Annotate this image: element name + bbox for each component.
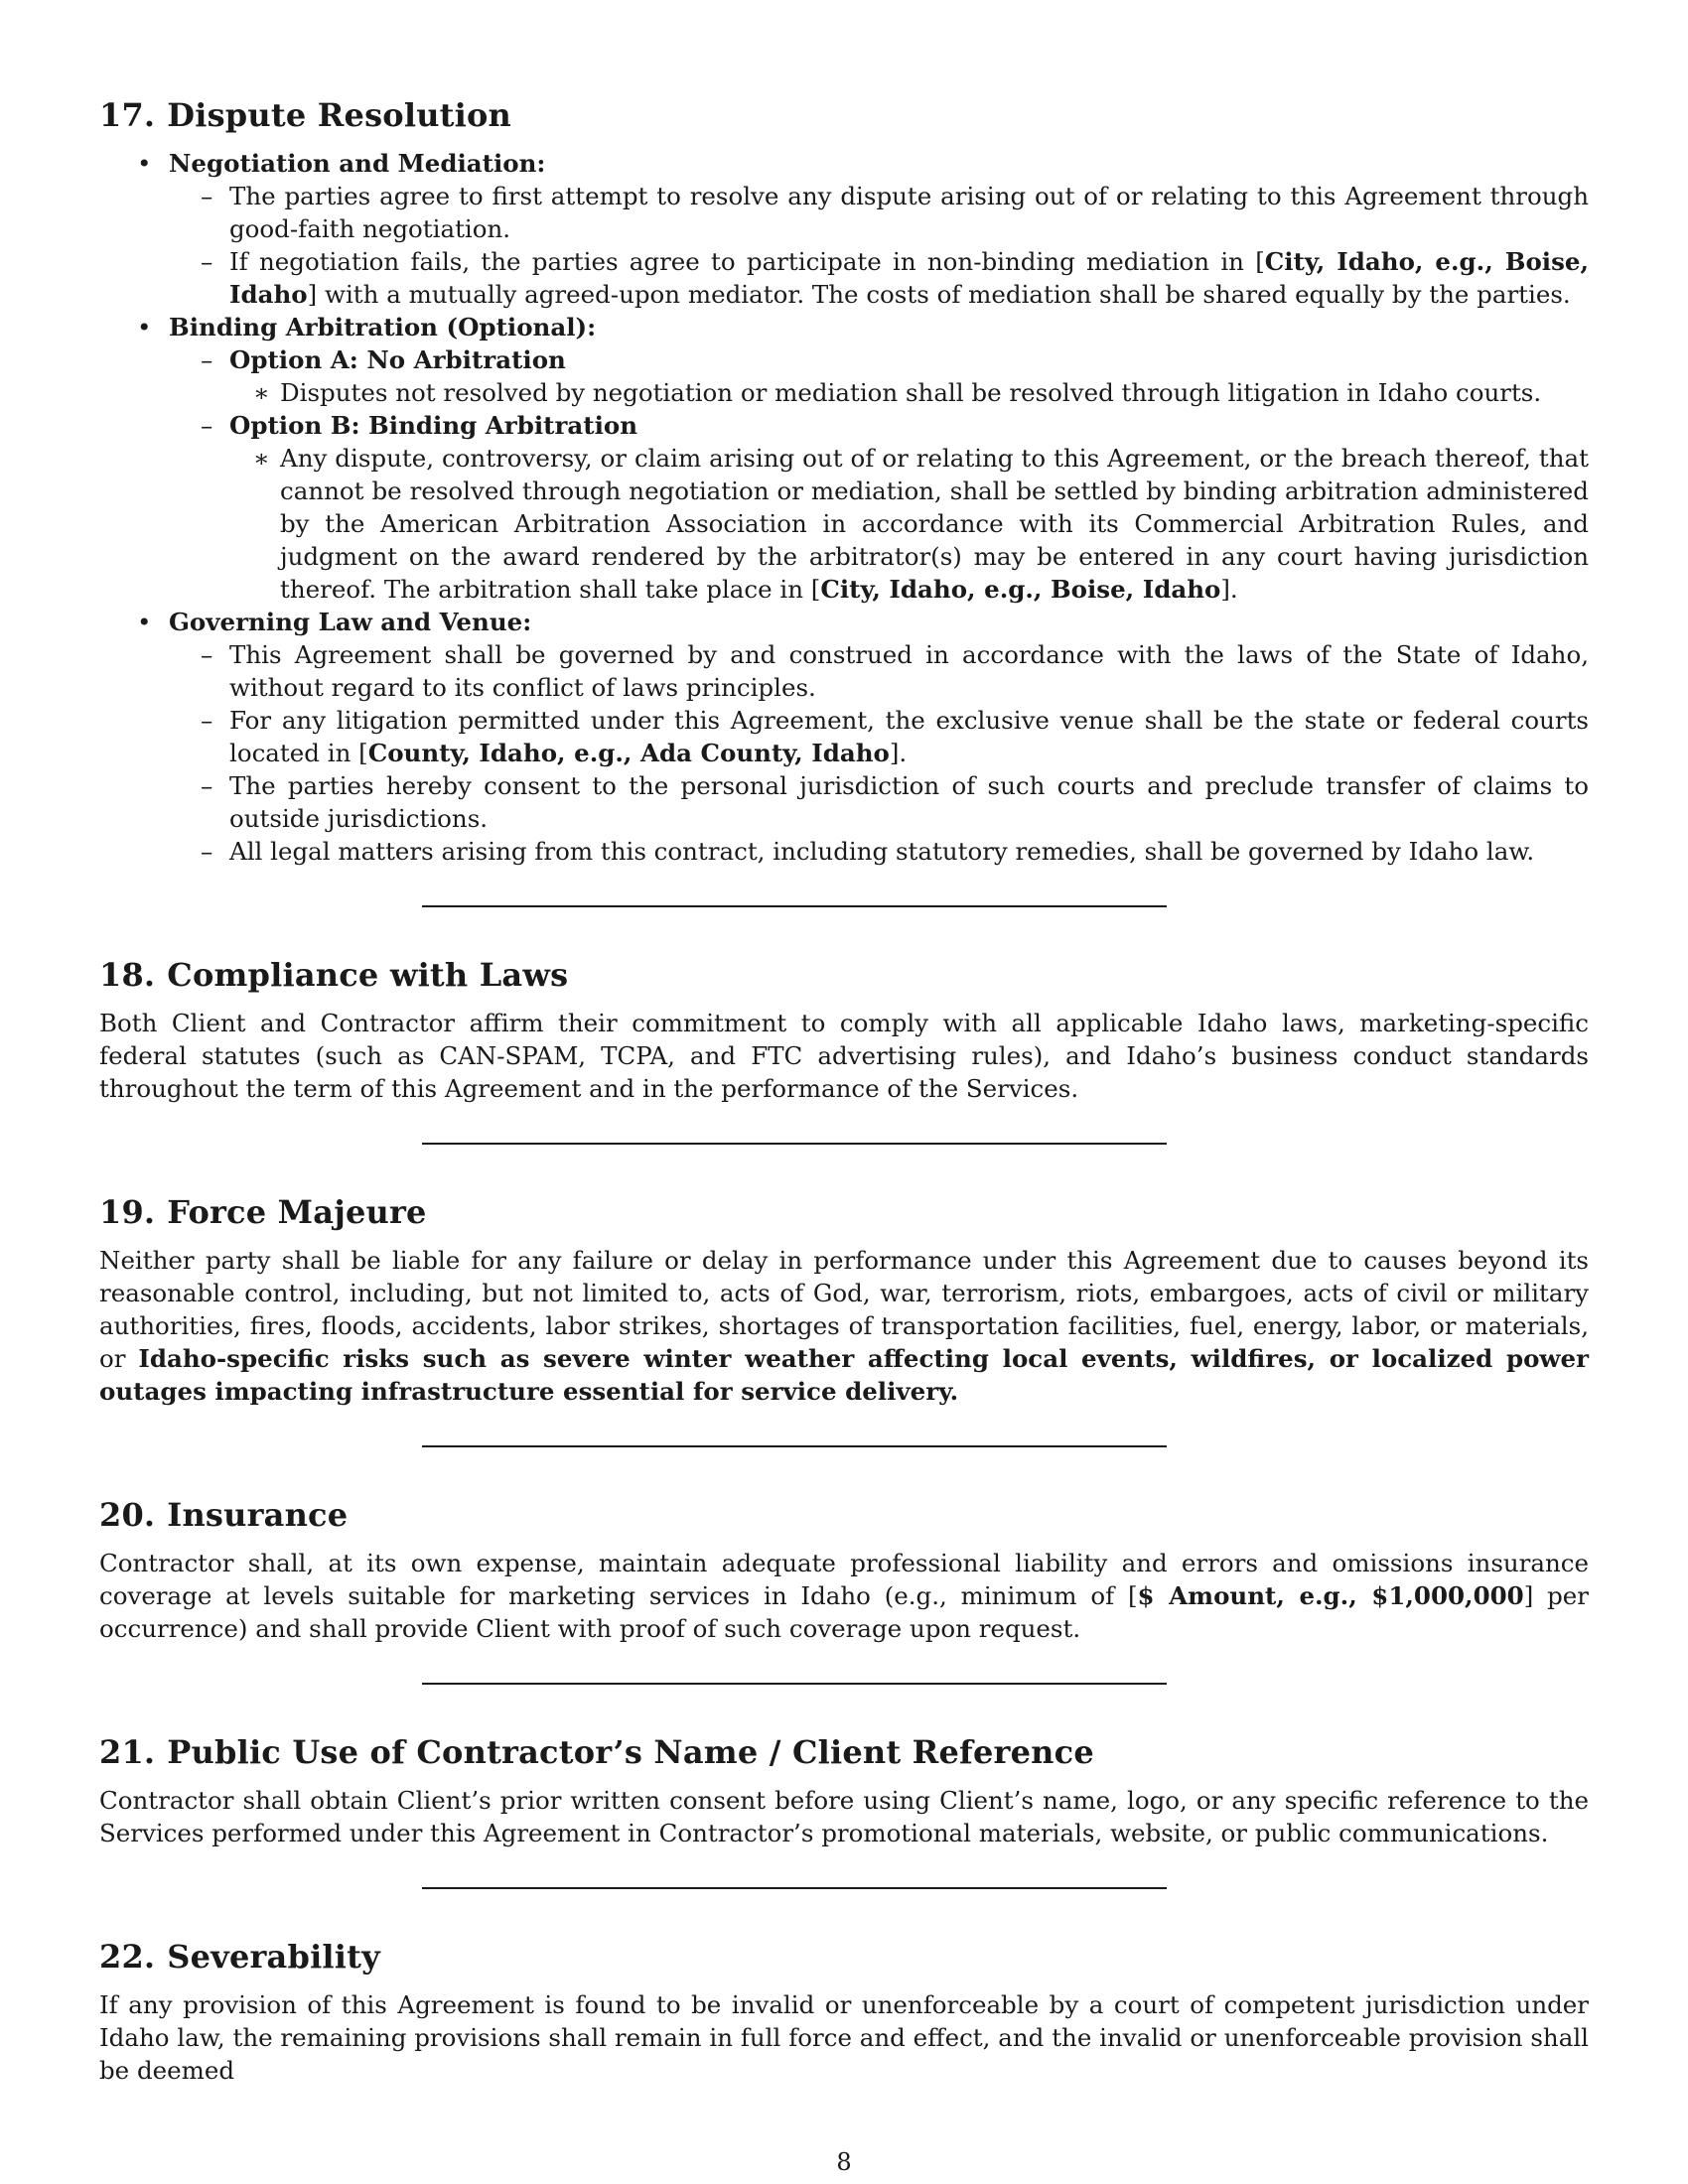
list-item: – If negotiation fails, the parties agree to participate in non-binding mediation in [City, Idaho, e.g., Boise, Idaho] with a mutually agreed-upon mediator. The costs of mediation shall be shared equally by the parties. bbox=[169, 245, 1589, 311]
section-body: Contractor shall obtain Client’s prior written consent before using Client’s name, logo, or any specific reference to the Services performed under this Agreement in Contractor’s promotional materials, website, or public communications. bbox=[99, 1786, 1589, 1847]
section-heading: 20. Insurance bbox=[99, 1496, 349, 1534]
section-heading: 17. Dispute Resolution bbox=[99, 96, 512, 134]
list-item bbox=[99, 311, 1589, 606]
list-item bbox=[169, 409, 1589, 606]
list-item bbox=[169, 343, 1589, 409]
section-heading: 19. Force Majeure bbox=[99, 1193, 427, 1231]
subheading-governing-law: Governing Law and Venue: bbox=[169, 608, 532, 636]
section-body: Neither party shall be liable for any failure or delay in performance under this Agreement due to causes beyond its reasonable control, including, but not limited to, acts of God, war, terrorism, riots, embargoes, acts of civil or military authorities, fires, floods, accidents, labor strikes, shortages of transportation facilities, fuel, energy, labor, or materials, or Idaho-specific risks such as severe winter weather affecting local events, wildfires, or localized power outages impacting infrastructure essential for service delivery. bbox=[99, 1246, 1590, 1406]
dispute-list bbox=[99, 147, 1589, 868]
section-divider bbox=[422, 905, 1167, 907]
list-item: – For any litigation permitted under this Agreement, the exclusive venue shall be the state or federal courts located in [County, Idaho, e.g., Ada County, Idaho]. bbox=[169, 704, 1589, 769]
list-item: – All legal matters arising from this contract, including statutory remedies, shall be governed by Idaho law. bbox=[169, 835, 1589, 868]
section-body: If any provision of this Agreement is found to be invalid or unenforceable by a court of competent jurisdiction under Idaho law, the remaining provisions shall remain in full force and effect, and the invalid or unenforceable provision shall be deemed bbox=[99, 1990, 1589, 2085]
list-item: – This Agreement shall be governed by and construed in accordance with the laws of the State of Idaho, without regard to its conflict of laws principles. bbox=[169, 638, 1589, 704]
section-21-public-use bbox=[99, 1732, 1589, 1889]
list-item: – The parties hereby consent to the personal jurisdiction of such courts and preclude transfer of claims to outside jurisdictions. bbox=[169, 769, 1589, 835]
option-a-heading: Option A: No Arbitration bbox=[229, 345, 566, 374]
section-18-compliance bbox=[99, 955, 1589, 1145]
list-item: ∗ Disputes not resolved by negotiation or mediation shall be resolved through litigation in Idaho courts. bbox=[229, 376, 1589, 409]
page-number: 8 bbox=[836, 2148, 852, 2176]
subheading-arbitration: Binding Arbitration (Optional): bbox=[169, 313, 597, 341]
section-heading: 22. Severability bbox=[99, 1938, 380, 1976]
subheading-negotiation: Negotiation and Mediation: bbox=[169, 149, 546, 178]
section-17-dispute-resolution bbox=[99, 95, 1589, 907]
section-divider bbox=[422, 1683, 1167, 1685]
list-item: ∗ Any dispute, controversy, or claim arising out of or relating to this Agreement, or the breach thereof, that cannot be resolved through negotiation or mediation, shall be settled by binding arbitration administered by the American Arbitration Association in accordance with its Commercial Arbitration Rules, and judgment on the award rendered by the arbitrator(s) may be entered in any court having jurisdiction thereof. The arbitration shall take place in [City, Idaho, e.g., Boise, Idaho]. bbox=[229, 442, 1589, 606]
list-item bbox=[99, 147, 1589, 311]
section-heading: 18. Compliance with Laws bbox=[99, 956, 569, 994]
section-divider bbox=[422, 1887, 1167, 1889]
list-item bbox=[99, 606, 1589, 868]
section-20-insurance bbox=[99, 1495, 1589, 1685]
section-divider bbox=[422, 1445, 1167, 1447]
list-item: – The parties agree to first attempt to resolve any dispute arising out of or relating to this Agreement through good-faith negotiation. bbox=[169, 180, 1589, 245]
section-body: Both Client and Contractor affirm their commitment to comply with all applicable Idaho laws, marketing-specific federal statutes (such as CAN-SPAM, TCPA, and FTC advertising rules), and Idaho’s business conduct standards throughout the term of this Agreement and in the performance of the Services. bbox=[99, 1009, 1589, 1103]
section-divider bbox=[422, 1143, 1167, 1145]
document-page bbox=[99, 95, 1589, 2087]
section-heading: 21. Public Use of Contractor’s Name / Client Reference bbox=[99, 1733, 1094, 1771]
section-body: Contractor shall, at its own expense, maintain adequate professional liability and errors and omissions insurance coverage at levels suitable for marketing services in Idaho (e.g., minimum of [$ Amount, e.g., $1,000,000] per occurrence) and shall provide Client with proof of such coverage upon request. bbox=[99, 1549, 1589, 1643]
section-22-severability bbox=[99, 1937, 1589, 2087]
option-b-heading: Option B: Binding Arbitration bbox=[229, 411, 638, 440]
section-19-force-majeure bbox=[99, 1192, 1589, 1447]
